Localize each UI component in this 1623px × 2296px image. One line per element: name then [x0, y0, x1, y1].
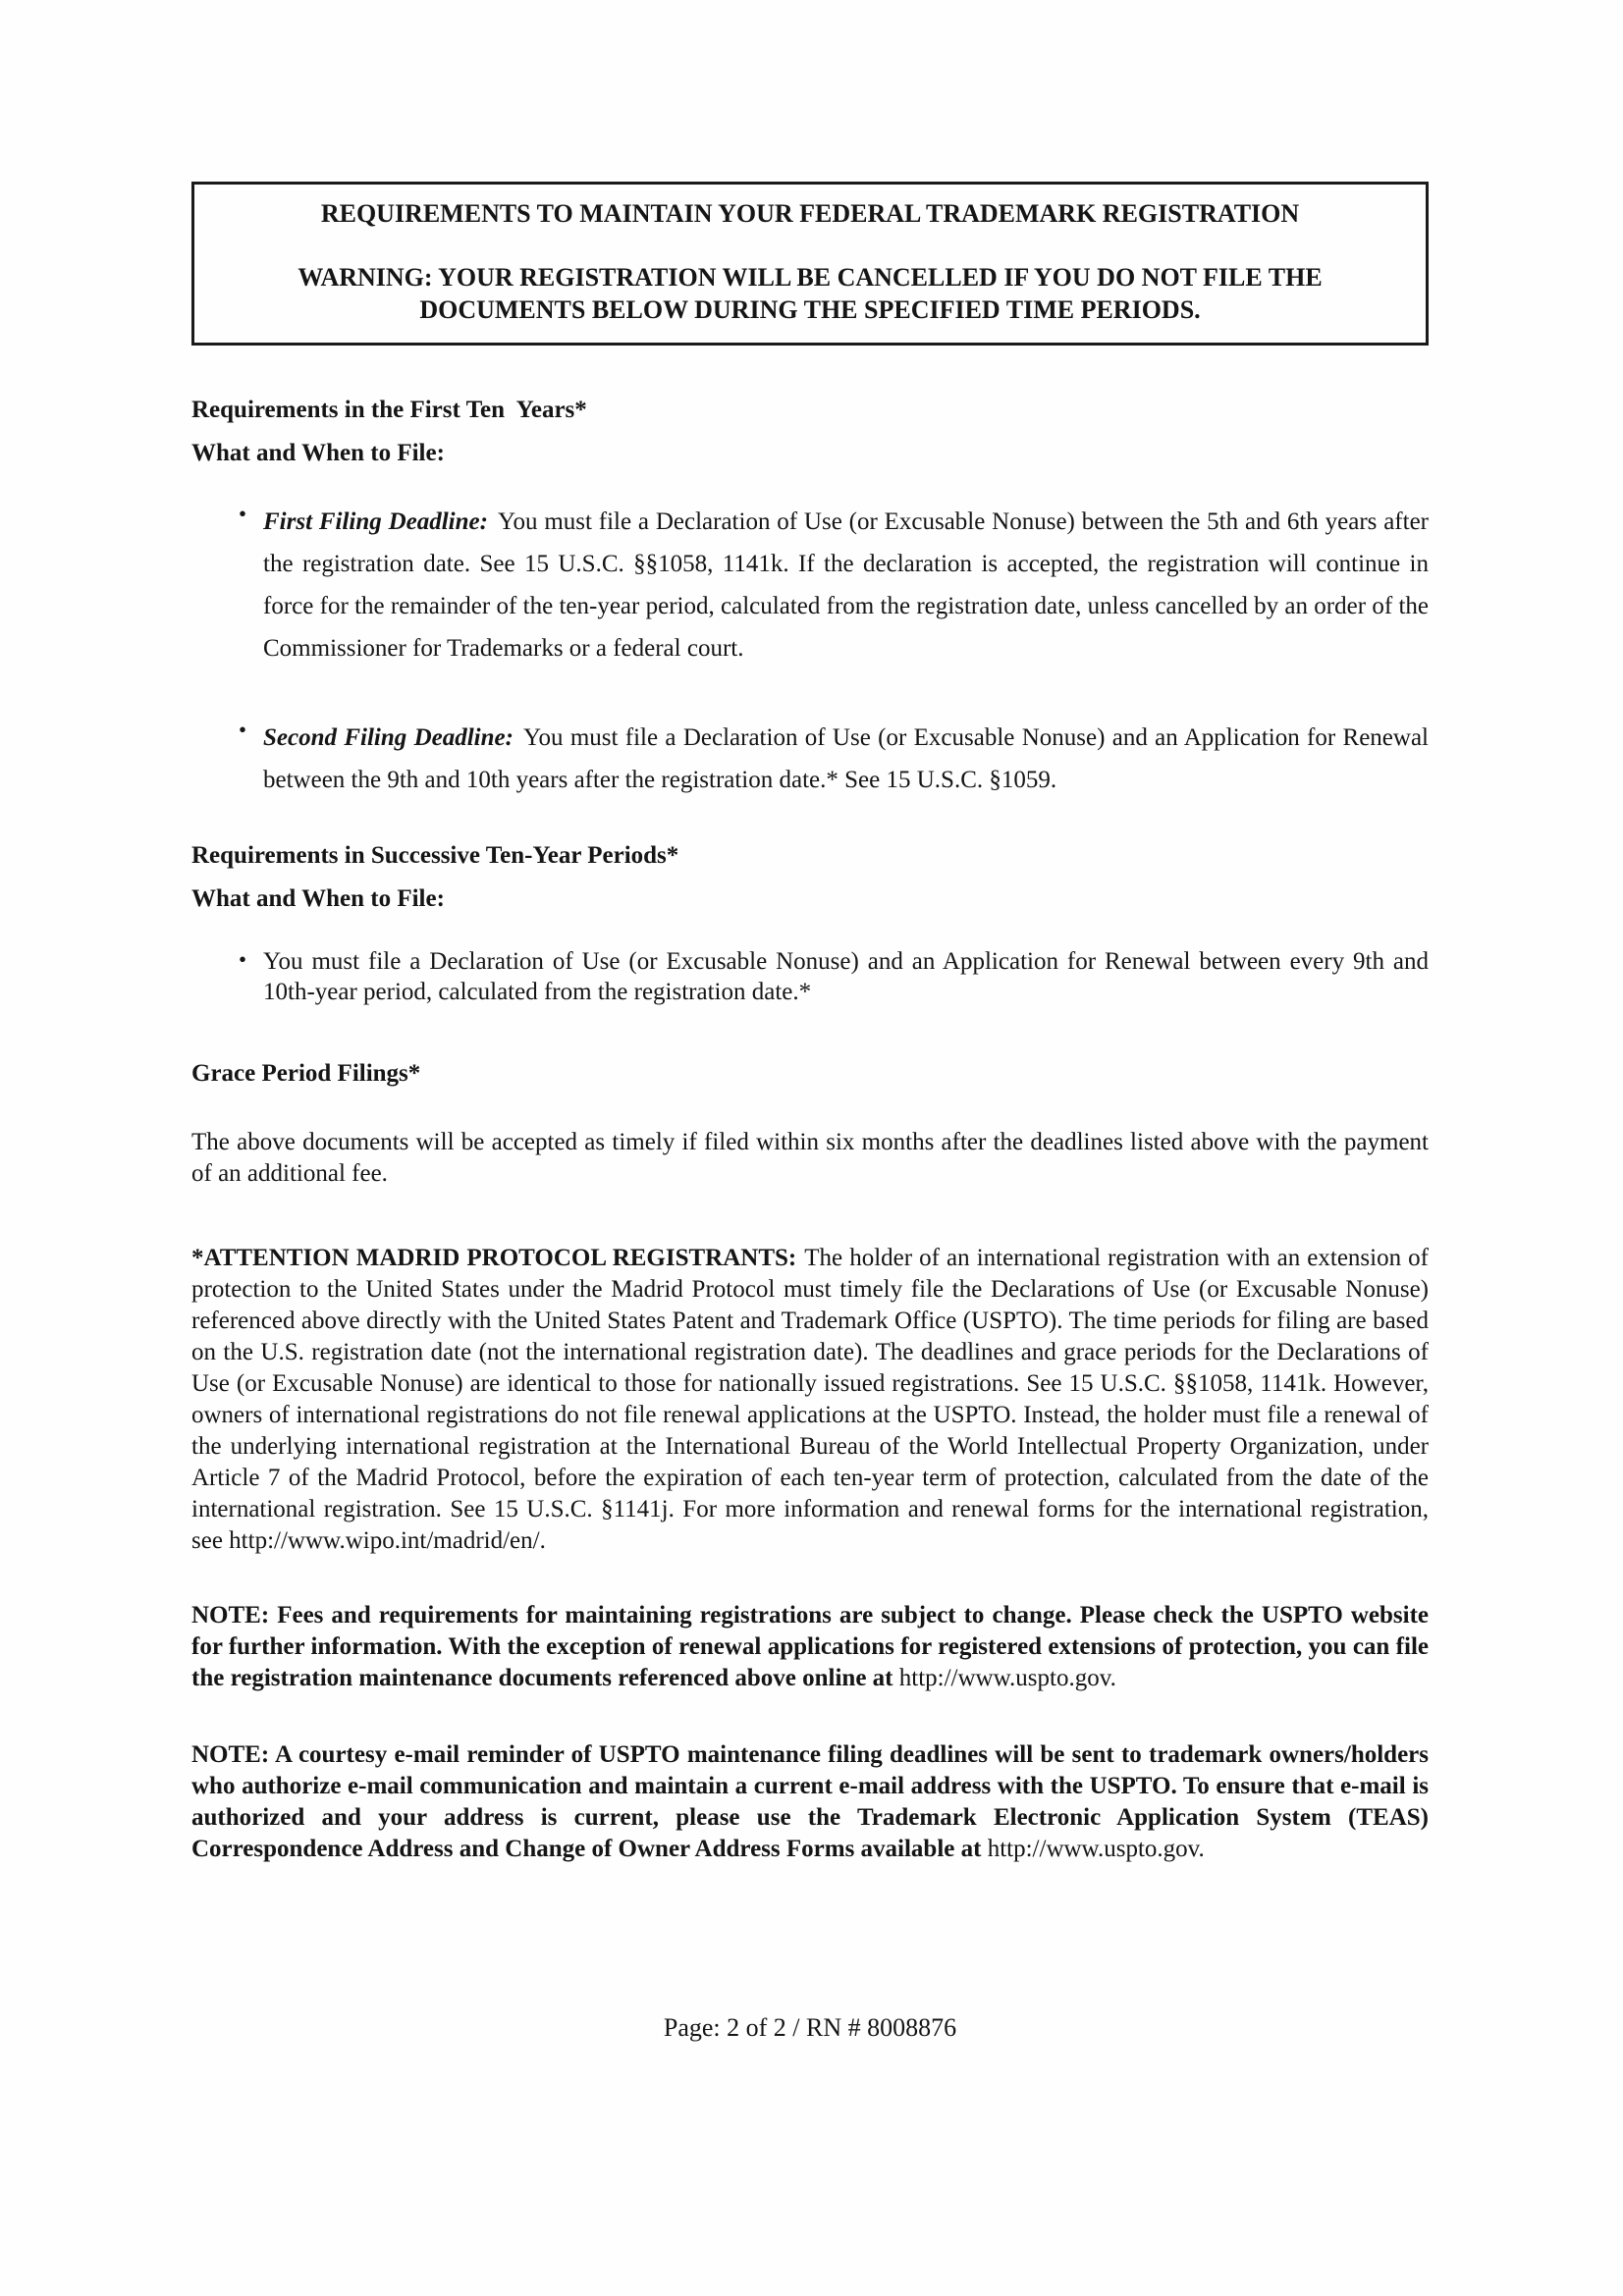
bullet-lead-label: Second Filing Deadline: [263, 724, 514, 751]
madrid-body: The holder of an international registration with an extension of protection to the United States under the Madrid Protocol must timely file the Declarations of Use (or Excusable Nonuse) referenced above directly with the United States Patent and Trademark Office (USPTO). The time periods for filing are based on the U.S. registration date (not the international registration date). The deadlines and grace periods for the Declarations of Use (or Excusable Nonuse) are identical to those for nationally issued registrations. See 15 U.S.C. §§1058, 1141k. However, owners of international registrations do not file renewal applications at the USPTO. Instead, the holder must file a renewal of the underlying international registration at the International Bureau of the World Intellectual Property Organization, under Article 7 of the Madrid Protocol, before the expiration of each ten-year term of protection, calculated from the date of the international registration. See 15 U.S.C. §1141j. For more information and renewal forms for the international registration, see http://www.wipo.int/madrid/en/. [191, 1245, 1429, 1554]
warning-box-title: REQUIREMENTS TO MAINTAIN YOUR FEDERAL TRADEMARK REGISTRATION [320, 199, 1300, 228]
bullet-icon: • [239, 502, 247, 526]
bullet-body: You must file a Declaration of Use (or Excusable Nonuse) and an Application for Renewal between the 9th and 10th years after the registration date.* See 15 U.S.C. §1059. [263, 724, 1429, 793]
bullet-successive-renewal [191, 946, 1429, 1007]
madrid-lead-label: *ATTENTION MADRID PROTOCOL REGISTRANTS: [191, 1245, 797, 1271]
section-heading: Requirements in Successive Ten-Year Periods* [191, 842, 679, 869]
note-body: NOTE: A courtesy e-mail reminder of USPTO maintenance filing deadlines will be sent to trademark owners/holders who authorize e-mail communication and maintain a current e-mail address with the USPTO. To ensure that e-mail is authorized and your address is current, please use the Trademark Electronic Application System (TEAS) Correspondence Address and Change of Owner Address Forms available at [191, 1741, 1429, 1862]
page-footer: Page: 2 of 2 / RN # 8008876 [663, 2013, 957, 2042]
section-subheading: What and When to File: [191, 885, 445, 912]
section-successive-periods-heading [191, 834, 1429, 921]
warning-box [191, 182, 1429, 346]
section-subheading: What and When to File: [191, 440, 445, 466]
section-grace-period-heading [191, 1052, 1429, 1095]
bullet-second-filing-deadline [191, 717, 1429, 801]
bullet-text: You must file a Declaration of Use (or Excusable Nonuse) and an Application for Renewal between every 9th and 10th-year period, calculated from the registration date.* [263, 948, 1429, 1005]
uspto-url-text: http://www.uspto.gov. [987, 1836, 1205, 1862]
warning-box-text: WARNING: YOUR REGISTRATION WILL BE CANCELLED IF YOU DO NOT FILE THE DOCUMENTS BELOW DURING THE SPECIFIED TIME PERIODS. [298, 263, 1323, 324]
grace-period-paragraph: The above documents will be accepted as timely if filed within six months after the deadlines listed above with the payment of an additional fee. [191, 1129, 1429, 1187]
madrid-protocol-paragraph [191, 1243, 1429, 1557]
bullet-icon: • [239, 718, 247, 742]
note-body: NOTE: Fees and requirements for maintaining registrations are subject to change. Please check the USPTO website for further information. With the exception of renewal applications for registered extensions of protection, you can file the registration maintenance documents referenced above online at [191, 1602, 1429, 1691]
section-heading: Grace Period Filings* [191, 1060, 421, 1087]
note-fees-paragraph [191, 1600, 1429, 1694]
uspto-url-text: http://www.uspto.gov. [898, 1665, 1116, 1691]
bullet-text [263, 717, 1429, 801]
bullet-text [263, 501, 1429, 669]
bullet-lead-label: First Filing Deadline: [263, 508, 488, 535]
section-first-ten-years-heading [191, 389, 1429, 475]
bullet-body: You must file a Declaration of Use (or Excusable Nonuse) between the 5th and 6th years after the registration date. See 15 U.S.C. §§1058, 1141k. If the declaration is accepted, the registration will continue in force for the remainder of the ten-year period, calculated from the registration date, unless cancelled by an order of the Commissioner for Trademarks or a federal court. [263, 508, 1429, 662]
bullet-icon: • [239, 947, 247, 972]
note-email-reminder-paragraph [191, 1739, 1429, 1865]
section-heading: Requirements in the First Ten Years* [191, 397, 587, 423]
bullet-first-filing-deadline [191, 501, 1429, 669]
